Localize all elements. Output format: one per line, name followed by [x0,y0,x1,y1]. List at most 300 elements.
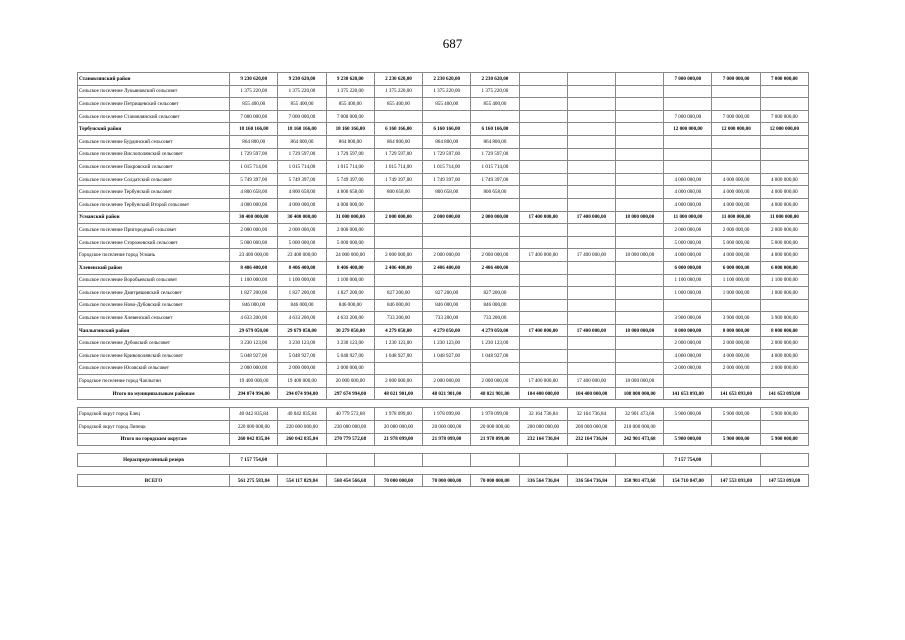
value-cell [616,85,664,98]
value-cell [567,312,615,325]
value-cell: 70 000 000,00 [423,474,471,487]
value-cell: 7 000 000,00 [760,73,808,86]
value-cell [374,198,422,211]
spacer-cell [712,466,760,474]
value-cell: 2 000 000,00 [374,211,422,224]
value-cell: 733 200,00 [374,312,422,325]
value-cell: 2 000 000,00 [712,362,760,375]
value-cell: 4 000 000,00 [712,186,760,199]
value-cell: 5 048 927,00 [326,350,374,363]
value-cell: 1 749 397,00 [471,173,519,186]
value-cell: 29 679 050,00 [230,324,278,337]
table-row [78,387,809,400]
value-cell: 19 400 000,00 [278,375,326,388]
value-cell: 18 160 166,00 [326,123,374,136]
value-cell [519,173,567,186]
value-cell [519,98,567,111]
row-label: Сельское поселение Петрищевский сельсовет [78,98,230,111]
value-cell: 7 000 000,00 [326,110,374,123]
value-cell: 2 000 000,00 [471,375,519,388]
spacer-row [78,400,809,408]
spacer-cell [374,466,422,474]
spacer-cell [374,446,422,454]
value-cell [519,362,567,375]
value-cell: 4 800 658,00 [278,186,326,199]
value-cell: 21 978 099,00 [374,433,422,446]
value-cell: 4 279 050,00 [471,324,519,337]
row-label: Сельское поселение Солдатский сельсовет [78,173,230,186]
value-cell [519,274,567,287]
value-cell [760,421,808,434]
value-cell: 2 000 000,00 [664,362,712,375]
spacer-cell [616,446,664,454]
value-cell [664,161,712,174]
value-cell: 294 074 994,00 [278,387,326,400]
value-cell: 4 000 000,00 [712,198,760,211]
value-cell [712,421,760,434]
value-cell: 4 000 000,00 [760,350,808,363]
value-cell: 141 653 093,00 [712,387,760,400]
row-label: Сельское поселение Лукьяновский сельсовет [78,85,230,98]
value-cell: 1 749 397,00 [374,173,422,186]
value-cell [471,236,519,249]
value-cell [519,110,567,123]
value-cell: 554 117 829,84 [278,474,326,487]
value-cell: 29 679 050,00 [278,324,326,337]
spacer-cell [616,400,664,408]
value-cell: 18 000 000,00 [616,375,664,388]
value-cell: 827 200,00 [471,287,519,300]
value-cell: 2 000 000,00 [471,249,519,262]
table-row [78,211,809,224]
row-label: Сельское поселение Пригородный сельсовет [78,224,230,237]
spacer-cell [760,466,808,474]
value-cell: 2 000 000,00 [326,224,374,237]
value-cell: 1 827 200,00 [230,287,278,300]
value-cell: 141 653 093,00 [664,387,712,400]
value-cell: 1 000 000,00 [760,287,808,300]
value-cell: 12 000 000,00 [664,123,712,136]
value-cell: 827 200,00 [423,287,471,300]
value-cell: 1 015 714,00 [326,161,374,174]
value-cell [567,299,615,312]
spacer-cell [567,400,615,408]
value-cell [616,110,664,123]
value-cell: 855 400,00 [423,98,471,111]
value-cell: 5 900 000,00 [712,408,760,421]
value-cell [567,287,615,300]
table-row [78,454,809,467]
value-cell: 5 900 000,00 [664,408,712,421]
value-cell: 1 100 000,00 [664,274,712,287]
value-cell: 4 800 658,00 [230,186,278,199]
value-cell: 6 160 166,00 [471,123,519,136]
value-cell: 1 000 000,00 [712,287,760,300]
value-cell [519,350,567,363]
value-cell [616,454,664,467]
value-cell [519,454,567,467]
spacer-cell [519,446,567,454]
spacer-cell [760,446,808,454]
value-cell [616,161,664,174]
spacer-cell [616,466,664,474]
value-cell [616,224,664,237]
value-cell: 864 800,00 [374,135,422,148]
value-cell: 11 000 000,00 [664,211,712,224]
value-cell: 40 779 572,68 [326,408,374,421]
row-label: Сельское поселение Дмитряшевский сельсовет [78,287,230,300]
value-cell: 864 800,00 [278,135,326,148]
value-cell: 17 400 000,00 [519,211,567,224]
value-cell [664,375,712,388]
value-cell: 32 164 736,84 [567,408,615,421]
value-cell: 5 900 000,00 [760,408,808,421]
value-cell: 1 015 714,00 [423,161,471,174]
value-cell: 17 400 000,00 [519,375,567,388]
value-cell: 5 000 000,00 [664,236,712,249]
row-label: Итого по муниципальным районам [78,387,230,400]
row-label: Становлянский район [78,73,230,86]
value-cell: 864 800,00 [423,135,471,148]
value-cell: 2 000 000,00 [712,224,760,237]
spacer-cell [278,466,326,474]
row-label: Сельское поселение Становлянский сельсовет [78,110,230,123]
value-cell: 9 230 620,00 [230,73,278,86]
value-cell: 846 000,00 [326,299,374,312]
row-label: Нераспределенный резерв [78,454,230,467]
value-cell [616,123,664,136]
value-cell: 4 633 200,00 [230,312,278,325]
row-label: Городской округ город Липецк [78,421,230,434]
value-cell: 4 000 000,00 [664,173,712,186]
value-cell: 147 553 093,00 [760,474,808,487]
value-cell: 17 400 000,00 [567,375,615,388]
value-cell: 2 000 000,00 [664,337,712,350]
value-cell [567,337,615,350]
value-cell: 40 042 835,84 [230,408,278,421]
spacer-cell [326,400,374,408]
value-cell: 5 900 000,00 [664,433,712,446]
value-cell: 5 749 397,00 [278,173,326,186]
value-cell [567,73,615,86]
value-cell [616,148,664,161]
value-cell: 1 729 597,00 [471,148,519,161]
value-cell: 200 000 000,00 [519,421,567,434]
value-cell: 2 000 000,00 [760,362,808,375]
value-cell: 40 042 835,84 [278,408,326,421]
value-cell: 4 000 000,00 [760,173,808,186]
spacer-cell [230,400,278,408]
table-row [78,474,809,487]
value-cell: 1 375 220,00 [230,85,278,98]
value-cell: 846 000,00 [471,299,519,312]
value-cell: 8 406 400,00 [278,261,326,274]
value-cell: 9 230 620,00 [278,73,326,86]
table-row [78,408,809,421]
value-cell [567,236,615,249]
value-cell [519,261,567,274]
value-cell: 568 454 566,68 [326,474,374,487]
table-row [78,337,809,350]
value-cell: 1 230 123,00 [423,337,471,350]
value-cell: 8 406 400,00 [230,261,278,274]
value-cell: 2 000 000,00 [423,211,471,224]
table-row [78,161,809,174]
value-cell [664,148,712,161]
value-cell [760,454,808,467]
value-cell: 11 000 000,00 [760,211,808,224]
value-cell: 20 000 000,00 [471,421,519,434]
value-cell: 855 400,00 [230,98,278,111]
value-cell [567,362,615,375]
value-cell [374,110,422,123]
table-row [78,198,809,211]
value-cell: 1 978 099,00 [471,408,519,421]
spacer-cell [471,466,519,474]
value-cell [567,161,615,174]
value-cell: 2 000 000,00 [374,375,422,388]
table-row [78,324,809,337]
value-cell [567,261,615,274]
value-cell: 1 048 927,00 [471,350,519,363]
value-cell [760,299,808,312]
value-cell: 1 729 597,00 [374,148,422,161]
spacer-cell [423,446,471,454]
row-label: Сельское поселение Сторожевский сельсовет [78,236,230,249]
value-cell: 1 048 927,00 [423,350,471,363]
value-cell [616,98,664,111]
value-cell [616,299,664,312]
value-cell: 4 633 200,00 [278,312,326,325]
value-cell: 242 901 473,68 [616,433,664,446]
value-cell: 270 779 572,68 [326,433,374,446]
row-label: Тербунский район [78,123,230,136]
value-cell: 5 900 000,00 [712,433,760,446]
value-cell [760,375,808,388]
value-cell: 8 000 000,00 [664,324,712,337]
value-cell: 1 015 714,00 [230,161,278,174]
value-cell: 1 100 000,00 [230,274,278,287]
value-cell: 7 000 000,00 [760,110,808,123]
value-cell: 846 000,00 [374,299,422,312]
value-cell: 7 157 754,00 [664,454,712,467]
page-number: 687 [442,36,463,51]
value-cell: 800 658,00 [374,186,422,199]
value-cell [616,236,664,249]
value-cell [712,85,760,98]
table-row [78,148,809,161]
spacer-cell [664,400,712,408]
value-cell [519,337,567,350]
value-cell: 855 400,00 [278,98,326,111]
spacer-cell [567,466,615,474]
value-cell: 220 000 000,00 [278,421,326,434]
value-cell: 1 230 123,00 [471,337,519,350]
value-cell: 4 000 000,00 [664,198,712,211]
value-cell: 154 710 847,00 [664,474,712,487]
value-cell [567,135,615,148]
row-label: Сельское поселение Тербунский сельсовет [78,186,230,199]
value-cell: 800 658,00 [423,186,471,199]
value-cell: 2 000 000,00 [423,375,471,388]
table-row [78,433,809,446]
value-cell: 2 230 620,00 [374,73,422,86]
value-cell: 70 000 000,00 [471,474,519,487]
row-label: Сельское поселение Хлевенский сельсовет [78,312,230,325]
value-cell: 5 000 000,00 [326,236,374,249]
value-cell: 1 729 597,00 [326,148,374,161]
value-cell: 336 564 736,84 [567,474,615,487]
row-label: Городское поселение город Усмань [78,249,230,262]
value-cell: 104 400 000,00 [567,387,615,400]
spacer-cell [519,466,567,474]
value-cell: 104 400 000,00 [519,387,567,400]
value-cell: 2 000 000,00 [760,224,808,237]
value-cell: 846 000,00 [278,299,326,312]
value-cell: 108 000 000,00 [616,387,664,400]
value-cell: 350 901 473,68 [616,474,664,487]
table-row [78,85,809,98]
value-cell: 846 000,00 [423,299,471,312]
value-cell [423,274,471,287]
value-cell: 1 100 000,00 [278,274,326,287]
value-cell: 8 406 400,00 [326,261,374,274]
table-row [78,186,809,199]
value-cell [567,85,615,98]
value-cell [616,186,664,199]
spacer-cell [374,400,422,408]
value-cell [760,148,808,161]
value-cell: 4 000 000,00 [712,350,760,363]
value-cell: 2 230 620,00 [423,73,471,86]
table-row [78,135,809,148]
value-cell: 17 400 000,00 [567,211,615,224]
value-cell: 9 230 620,00 [326,73,374,86]
value-cell: 855 400,00 [374,98,422,111]
spacer-cell [230,466,278,474]
value-cell: 5 000 000,00 [278,236,326,249]
value-cell: 17 400 000,00 [567,249,615,262]
value-cell: 18 160 166,00 [278,123,326,136]
table-row [78,299,809,312]
value-cell: 12 000 000,00 [712,123,760,136]
value-cell: 7 000 000,00 [230,110,278,123]
value-cell [664,421,712,434]
value-cell [567,186,615,199]
value-cell: 1 375 220,00 [471,85,519,98]
value-cell: 210 000 000,00 [616,421,664,434]
value-cell: 5 000 000,00 [760,236,808,249]
value-cell [567,123,615,136]
value-cell [519,287,567,300]
value-cell: 1 100 000,00 [712,274,760,287]
value-cell: 4 000 000,00 [760,198,808,211]
value-cell [519,73,567,86]
value-cell: 6 160 166,00 [374,123,422,136]
table-row [78,98,809,111]
value-cell [567,148,615,161]
value-cell: 1 000 000,00 [664,287,712,300]
value-cell [616,337,664,350]
value-cell: 3 900 000,00 [712,312,760,325]
value-cell: 7 000 000,00 [278,110,326,123]
value-cell [616,173,664,186]
value-cell: 20 000 000,00 [374,421,422,434]
value-cell: 21 978 099,00 [471,433,519,446]
value-cell: 7 000 000,00 [664,110,712,123]
row-label: Чаплыгинский район [78,324,230,337]
value-cell: 48 021 901,00 [423,387,471,400]
spacer-cell [712,446,760,454]
value-cell [760,85,808,98]
value-cell: 4 000 000,00 [278,198,326,211]
value-cell: 5 048 927,00 [278,350,326,363]
value-cell: 2 000 000,00 [326,362,374,375]
spacer-row [78,466,809,474]
value-cell: 21 978 099,00 [423,433,471,446]
value-cell: 2 406 400,00 [374,261,422,274]
value-cell [712,375,760,388]
row-label: Сельское поселение Бурдинский сельсовет [78,135,230,148]
value-cell [374,454,422,467]
value-cell [567,224,615,237]
spacer-cell [760,400,808,408]
value-cell [374,274,422,287]
value-cell: 864 800,00 [471,135,519,148]
value-cell: 1 015 714,00 [278,161,326,174]
value-cell: 1 978 099,00 [374,408,422,421]
value-cell [616,312,664,325]
value-cell [567,274,615,287]
table-row [78,375,809,388]
value-cell: 2 000 000,00 [712,337,760,350]
value-cell: 1 827 200,00 [326,287,374,300]
value-cell [712,148,760,161]
value-cell: 20 000 000,00 [423,421,471,434]
value-cell [664,135,712,148]
row-label: Сельское поселение Кривополянский сельсовет [78,350,230,363]
row-label: Сельское поселение Воробьевский сельсовет [78,274,230,287]
table-row [78,362,809,375]
value-cell [567,350,615,363]
table-row [78,261,809,274]
value-cell: 1 375 220,00 [326,85,374,98]
value-cell [616,198,664,211]
value-cell: 4 279 050,00 [374,324,422,337]
value-cell: 4 000 000,00 [712,249,760,262]
value-cell: 2 000 000,00 [374,249,422,262]
spacer-cell [471,400,519,408]
value-cell: 6 000 000,00 [664,261,712,274]
value-cell: 4 000 000,00 [664,350,712,363]
value-cell [423,198,471,211]
value-cell: 4 633 200,00 [326,312,374,325]
row-label: ВСЕГО [78,474,230,487]
value-cell: 6 000 000,00 [760,261,808,274]
value-cell: 3 900 000,00 [664,312,712,325]
value-cell: 855 400,00 [326,98,374,111]
row-label: Усманский район [78,211,230,224]
value-cell: 5 048 927,00 [230,350,278,363]
value-cell: 20 000 000,00 [326,375,374,388]
value-cell: 561 275 583,84 [230,474,278,487]
row-label: Сельское поселение Вислополянский сельсовет [78,148,230,161]
value-cell: 70 000 000,00 [374,474,422,487]
value-cell: 232 164 736,84 [567,433,615,446]
value-cell: 4 000 000,00 [230,198,278,211]
value-cell: 4 000 000,00 [326,198,374,211]
value-cell: 23 400 000,00 [230,249,278,262]
